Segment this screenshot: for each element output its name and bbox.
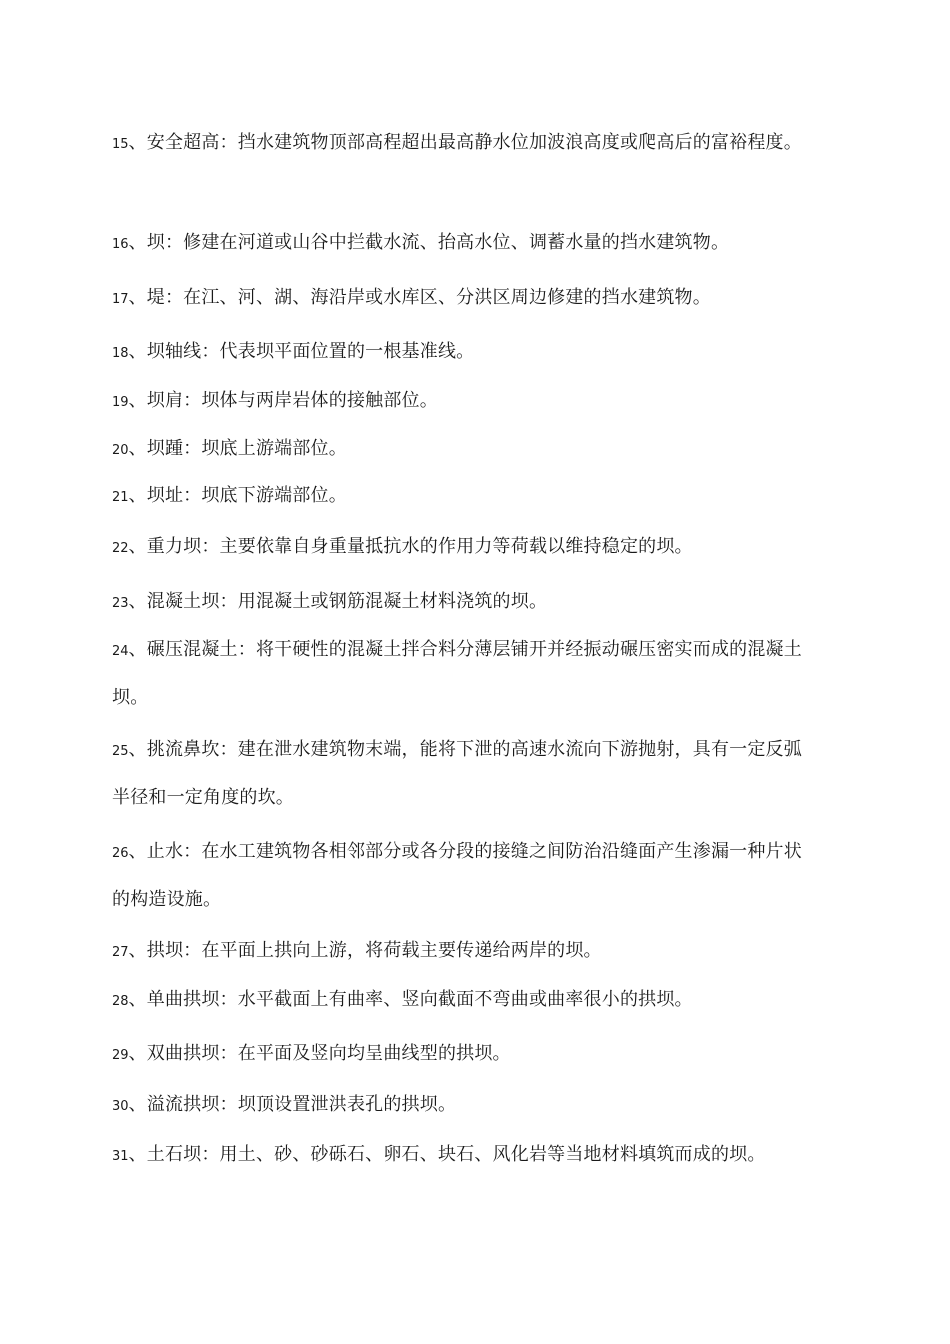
entry-text: 、溢流拱坝：坝顶设置泄洪表孔的拱坝。 xyxy=(128,1094,457,1115)
entry-number: 29 xyxy=(112,1048,129,1063)
definition-entry-19 xyxy=(112,378,802,426)
entry-number: 19 xyxy=(112,395,129,410)
definition-entry-25 xyxy=(112,727,802,821)
definition-entry-17 xyxy=(112,275,802,323)
entry-number: 20 xyxy=(112,443,129,458)
definition-entry-21 xyxy=(112,473,802,521)
entry-number: 17 xyxy=(112,292,129,307)
definition-entry-15 xyxy=(112,120,802,168)
entry-number: 31 xyxy=(112,1149,129,1164)
entry-text: 、重力坝：主要依靠自身重量抵抗水的作用力等荷载以维持稳定的坝。 xyxy=(128,536,693,557)
definition-entry-23 xyxy=(112,579,802,627)
entry-text: 、安全超高：挡水建筑物顶部高程超出最高静水位加波浪高度或爬高后的富裕程度。 xyxy=(128,132,802,153)
entry-number: 16 xyxy=(112,237,129,252)
definition-entry-31 xyxy=(112,1132,802,1180)
entry-number: 18 xyxy=(112,346,129,361)
definition-entry-26 xyxy=(112,829,802,923)
entry-text: 、堤：在江、河、湖、海沿岸或水库区、分洪区周边修建的挡水建筑物。 xyxy=(128,287,711,308)
entry-number: 23 xyxy=(112,596,129,611)
entry-text: 、坝肩：坝体与两岸岩体的接触部位。 xyxy=(128,390,438,411)
definition-entry-24 xyxy=(112,627,802,721)
entry-text: 、拱坝：在平面上拱向上游，将荷载主要传递给两岸的坝。 xyxy=(128,940,602,961)
entry-number: 24 xyxy=(112,644,129,659)
definition-entry-20 xyxy=(112,426,802,474)
entry-text: 、土石坝：用土、砂、砂砾石、卵石、块石、风化岩等当地材料填筑而成的坝。 xyxy=(128,1144,766,1165)
entry-number: 26 xyxy=(112,846,129,861)
entry-text: 、单曲拱坝：水平截面上有曲率、竖向截面不弯曲或曲率很小的拱坝。 xyxy=(128,989,693,1010)
definition-entry-27 xyxy=(112,928,802,976)
entry-text: 、坝：修建在河道或山谷中拦截水流、抬高水位、调蓄水量的挡水建筑物。 xyxy=(128,232,730,253)
entry-number: 30 xyxy=(112,1099,129,1114)
definition-entry-28 xyxy=(112,977,802,1025)
definition-entry-18 xyxy=(112,329,802,377)
entry-text: 、坝址：坝底下游端部位。 xyxy=(128,485,347,506)
definition-entry-22 xyxy=(112,524,802,572)
entry-text: 、碾压混凝土：将干硬性的混凝土拌合料分薄层铺开并经振动碾压密实而成的混凝土坝。 xyxy=(112,639,802,708)
entry-text: 、混凝土坝：用混凝土或钢筋混凝土材料浇筑的坝。 xyxy=(128,591,548,612)
definition-entry-30 xyxy=(112,1082,802,1130)
definition-entry-16 xyxy=(112,220,802,268)
entry-text: 、止水：在水工建筑物各相邻部分或各分段的接缝之间防治沿缝面产生渗漏一种片状的构造设施。 xyxy=(112,841,802,910)
entry-number: 25 xyxy=(112,744,129,759)
entry-number: 28 xyxy=(112,994,129,1009)
entry-number: 27 xyxy=(112,945,129,960)
entry-number: 21 xyxy=(112,490,129,505)
entry-text: 、双曲拱坝：在平面及竖向均呈曲线型的拱坝。 xyxy=(128,1043,511,1064)
entry-number: 15 xyxy=(112,137,129,152)
entry-text: 、挑流鼻坎：建在泄水建筑物末端，能将下泄的高速水流向下游抛射，具有一定反弧半径和一定角度的坎。 xyxy=(112,739,802,808)
entry-number: 22 xyxy=(112,541,129,556)
entry-text: 、坝踵：坝底上游端部位。 xyxy=(128,438,347,459)
definition-entry-29 xyxy=(112,1031,802,1079)
entry-text: 、坝轴线：代表坝平面位置的一根基准线。 xyxy=(128,341,475,362)
